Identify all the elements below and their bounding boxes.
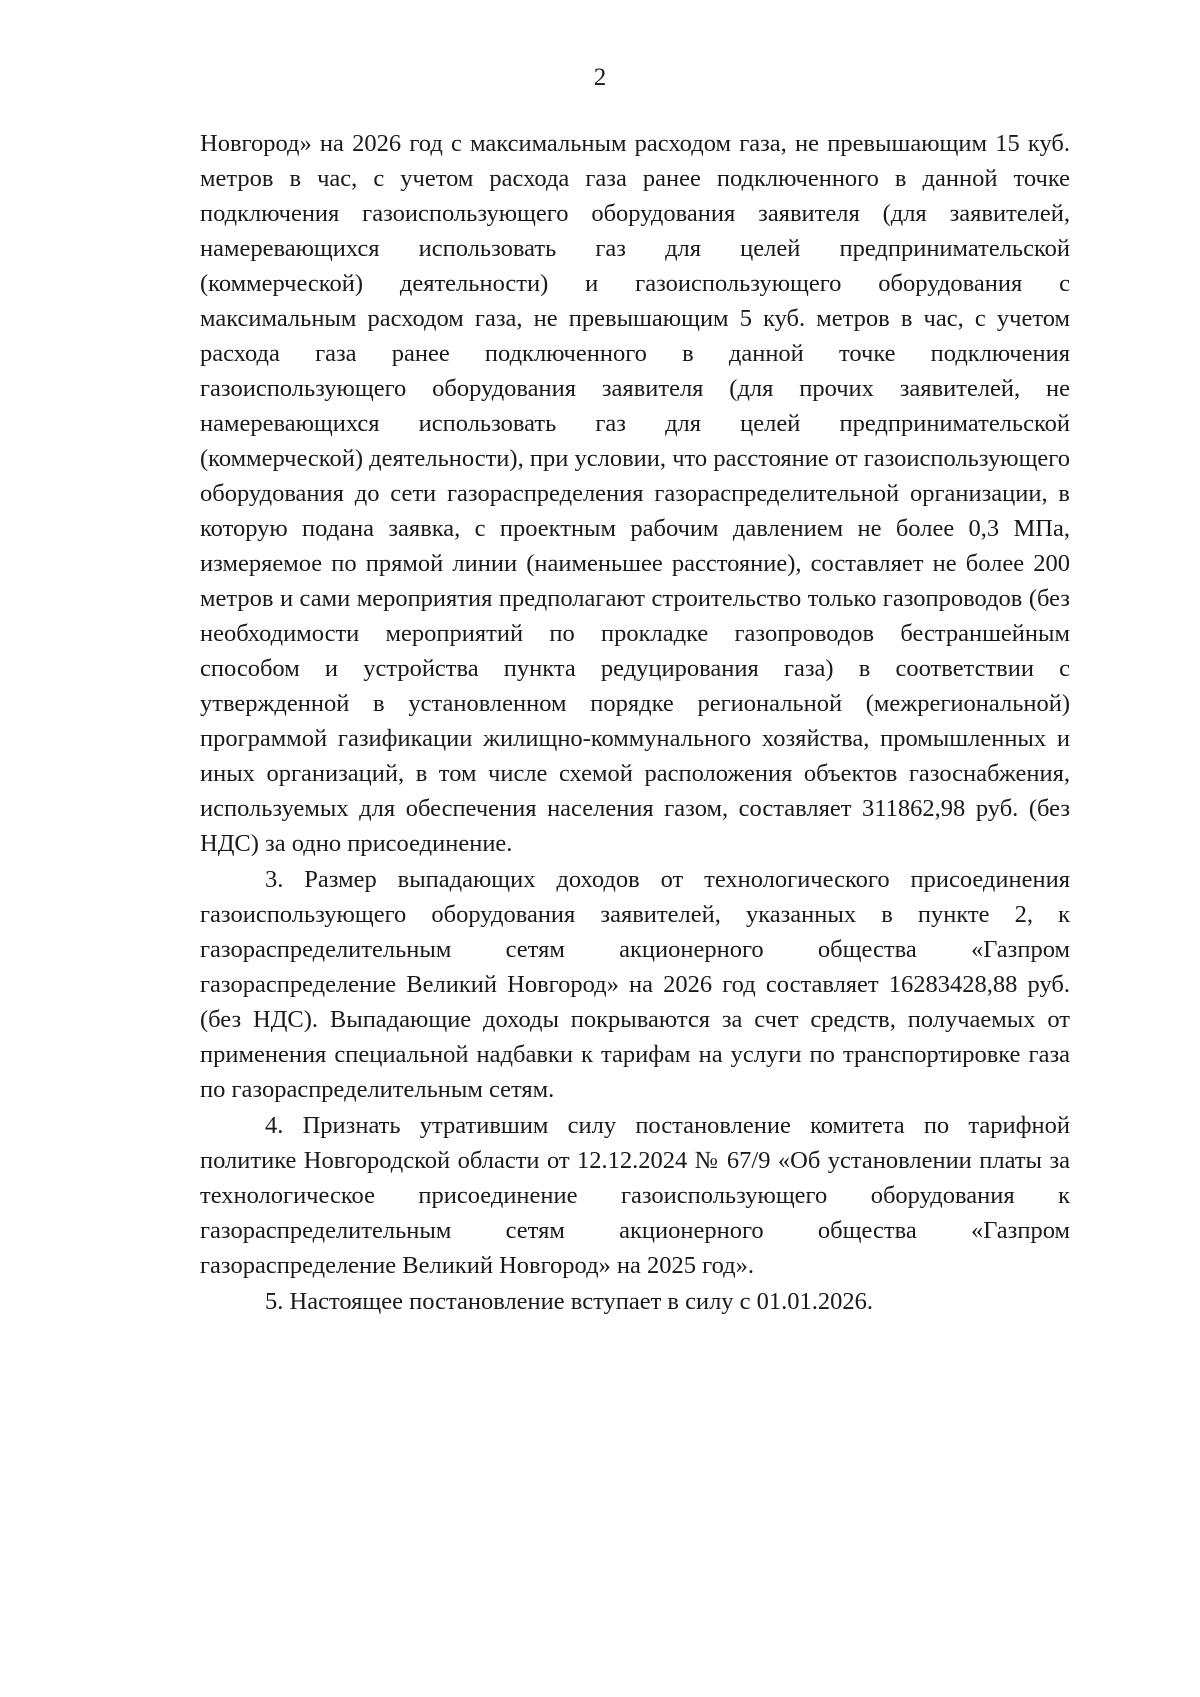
document-body <box>200 126 1070 1319</box>
paragraph-item-3: 3. Размер выпадающих доходов от технологического присоединения газоиспользующего оборудования заявителей, указанных в пункте 2, к газораспределительным сетям акционерного общества «Газпром газораспределение Великий Новгород» на 2026 год составляет 16283428,88 руб. (без НДС). Выпадающие доходы покрываются за счет средств, получаемых от применения специальной надбавки к тарифам на услуги по транспортировке газа по газораспределительным сетям. <box>200 866 1070 1103</box>
paragraph-item-5: 5. Настоящее постановление вступает в силу с 01.01.2026. <box>265 1288 874 1315</box>
paragraph-continuation: Новгород» на 2026 год с максимальным расходом газа, не превышающим 15 куб. метров в час, с учетом расхода газа ранее подключенного в данной точке подключения газоиспользующего оборудования заявителя (для заявителей, намеревающихся использовать газ для целей предпринимательской (коммерческой) деятельности) и газоиспользующего оборудования с максимальным расходом газа, не превышающим 5 куб. метров в час, с учетом расхода газа ранее подключенного в данной точке подключения газоиспользующего оборудования заявителя (для прочих заявителей, не намеревающихся использовать газ для целей предпринимательской (коммерческой) деятельности), при условии, что расстояние от газоиспользующего оборудования до сети газораспределения газораспределительной организации, в которую подана заявка, с проектным рабочим давлением не более 0,3 МПа, измеряемое по прямой линии (наименьшее расстояние), составляет не более 200 метров и сами мероприятия предполагают строительство только газопроводов (без необходимости мероприятий по прокладке газопроводов бестраншейным способом и устройства пункта редуцирования газа) в соответствии с утвержденной в установленном порядке региональной (межрегиональной) программой газификации жилищно-коммунального хозяйства, промышленных и иных организаций, в том числе схемой расположения объектов газоснабжения, используемых для обеспечения населения газом, составляет 311862,98 руб. (без НДС) за одно присоединение. <box>200 130 1070 857</box>
page-number: 2 <box>593 64 607 91</box>
paragraph-item-4: 4. Признать утратившим силу постановление комитета по тарифной политике Новгородской области от 12.12.2024 № 67/9 «Об установлении платы за технологическое присоединение газоиспользующего оборудования к газораспределительным сетям акционерного общества «Газпром газораспределение Великий Новгород» на 2025 год». <box>200 1112 1070 1279</box>
